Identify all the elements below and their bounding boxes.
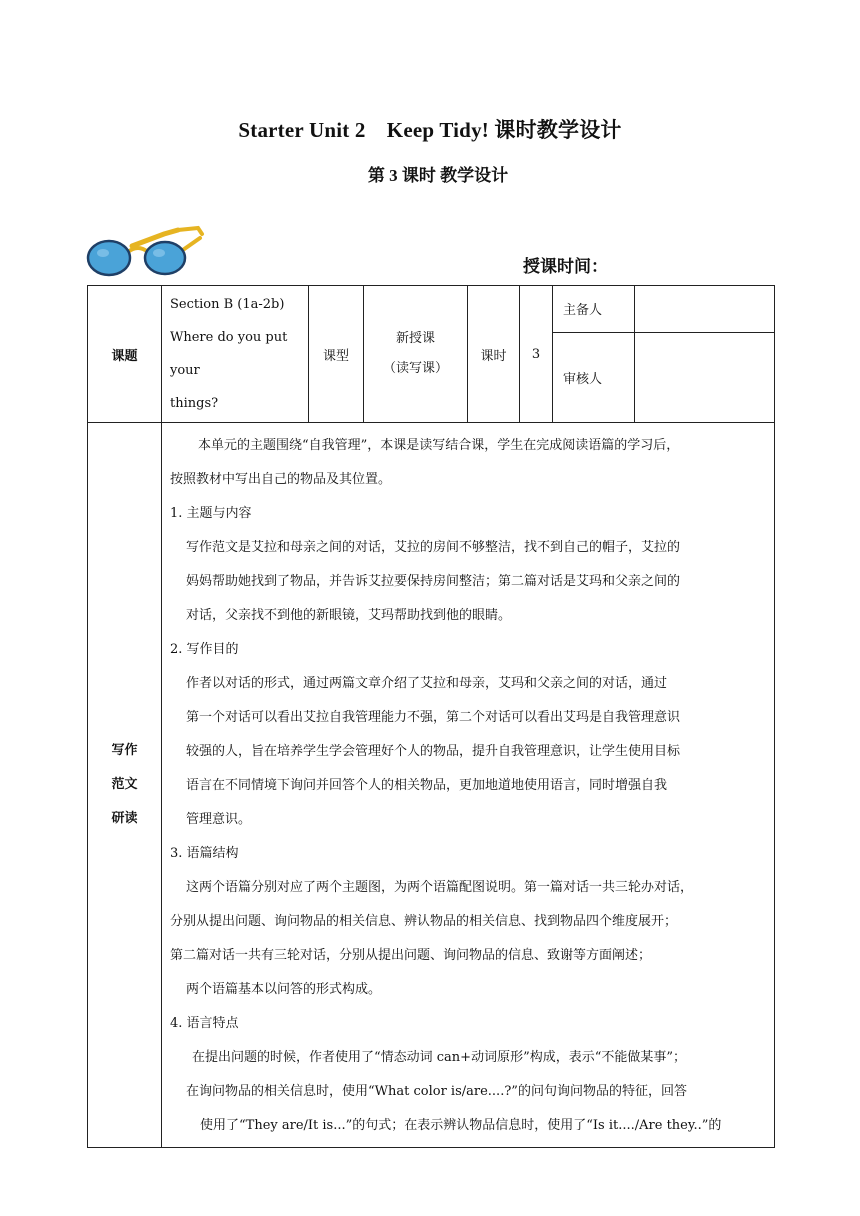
period-label: 课时 [468, 286, 520, 423]
reviewer-value [635, 332, 775, 422]
writing-purpose-line-4: 语言在不同情境下询问并回答个人的相关物品，更加地道地使用语言，同时增强自我 [186, 778, 668, 793]
topic-content-line-1: 写作范文是艾拉和母亲之间的对话，艾拉的房间不够整洁，找不到自己的帽子，艾拉的 [186, 540, 681, 555]
heading-topic-content: 1. 主题与内容 [170, 506, 252, 521]
topic-value [162, 286, 309, 423]
type-value [364, 286, 468, 423]
heading-text-structure: 3. 语篇结构 [170, 846, 239, 861]
page-subtitle: 第 3 课时 教学设计 [367, 166, 509, 185]
intro-line-2: 按照教材中写出自己的物品及其位置。 [170, 472, 392, 487]
topic-content-line-2: 妈妈帮助她找到了物品，并告诉艾拉要保持房间整洁；第二篇对话是艾玛和父亲之间的 [186, 574, 681, 589]
intro-line-1: 本单元的主题围绕“自我管理”，本课是读写结合课，学生在完成阅读语篇的学习后， [198, 438, 680, 453]
text-structure-line-4: 两个语篇基本以问答的形式构成。 [186, 982, 382, 997]
type-label: 课型 [309, 286, 364, 423]
side-label-line-3: 研读 [111, 811, 138, 826]
writing-analysis-label [88, 423, 162, 1148]
side-label-line-2: 范文 [111, 777, 138, 792]
writing-analysis-content [162, 423, 775, 1148]
preparer-value [635, 286, 775, 333]
heading-writing-purpose: 2. 写作目的 [170, 642, 239, 657]
writing-purpose-line-3: 较强的人，旨在培养学生学会管理好个人的物品，提升自我管理意识，让学生使用目标 [186, 744, 681, 759]
glasses-icon [86, 222, 210, 278]
language-features-line-3: 使用了“They are/It is...”的句式；在表示辨认物品信息时，使用了“Is it..../Are they..”的 [200, 1118, 722, 1133]
topic-line-1: Section B (1a-2b) [170, 297, 285, 312]
topic-label: 课题 [88, 286, 162, 423]
text-structure-line-3: 第二篇对话一共有三轮对话，分别从提出问题、询问物品的信息、致谢等方面阐述； [170, 948, 652, 963]
language-features-line-2: 在询问物品的相关信息时，使用“What color is/are....?”的问句询问物品的特征，回答 [186, 1084, 687, 1099]
topic-line-2: Where do you put your [170, 330, 288, 378]
period-value: 3 [520, 286, 553, 423]
topic-line-3: things? [170, 396, 219, 411]
reviewer-label: 审核人 [553, 332, 635, 422]
topic-content-line-3: 对话，父亲找不到他的新眼镜，艾玛帮助找到他的眼睛。 [186, 608, 512, 623]
lesson-time-label: 授课时间： [523, 257, 608, 277]
heading-language-features: 4. 语言特点 [170, 1016, 239, 1031]
text-structure-line-1: 这两个语篇分别对应了两个主题图，为两个语篇配图说明。第一篇对话一共三轮办对话， [186, 880, 694, 895]
writing-purpose-line-5: 管理意识。 [186, 812, 252, 827]
text-structure-line-2: 分别从提出问题、询问物品的相关信息、辨认物品的相关信息、找到物品四个维度展开； [170, 914, 678, 929]
lesson-plan-table [87, 285, 775, 1148]
type-value-line-1: 新授课 [395, 331, 435, 346]
side-label-line-1: 写作 [111, 743, 138, 758]
page-title: Starter Unit 2 Keep Tidy! 课时教学设计 [238, 118, 622, 142]
writing-purpose-line-1: 作者以对话的形式，通过两篇文章介绍了艾拉和母亲，艾玛和父亲之间的对话，通过 [186, 676, 668, 691]
type-value-line-2: （读写课） [382, 361, 448, 376]
language-features-line-1: 在提出问题的时候，作者使用了“情态动词 can+动词原形”构成，表示“不能做某事”； [192, 1050, 687, 1065]
preparer-label: 主备人 [553, 286, 635, 333]
writing-purpose-line-2: 第一个对话可以看出艾拉自我管理能力不强，第二个对话可以看出艾玛是自我管理意识 [186, 710, 681, 725]
